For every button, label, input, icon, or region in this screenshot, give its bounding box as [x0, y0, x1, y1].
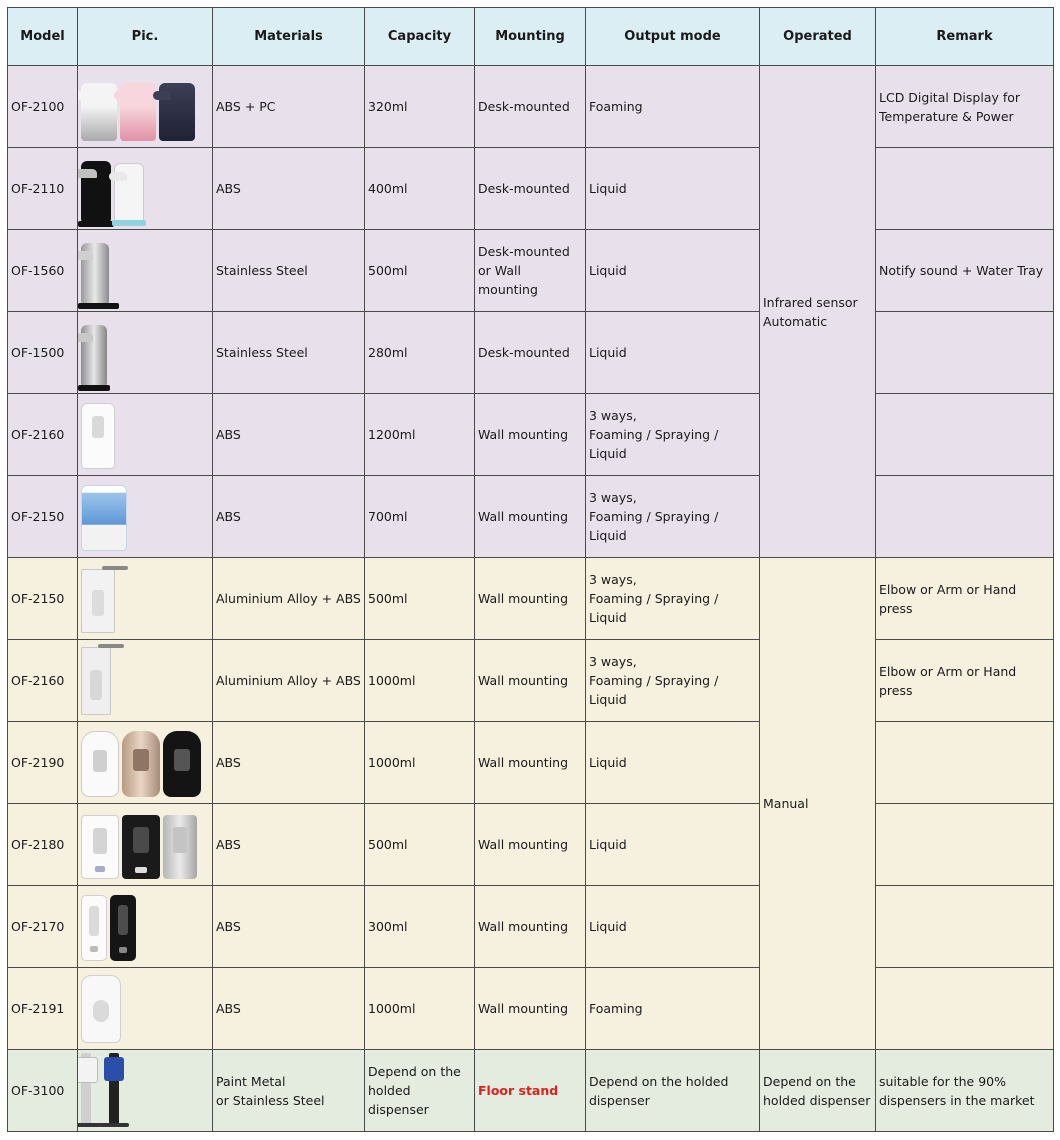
output-mode-cell: Depend on the holded dispenser [586, 1050, 760, 1132]
materials-cell: ABS + PC [213, 66, 365, 148]
output-mode-cell: 3 ways, Foaming / Spraying / Liquid [586, 558, 760, 640]
table-row [8, 1050, 1054, 1132]
capacity-cell: 1200ml [365, 394, 475, 476]
model-cell: OF-2170 [8, 886, 78, 968]
output-mode-cell: Liquid [586, 722, 760, 804]
capacity-cell: 500ml [365, 558, 475, 640]
table-row [8, 148, 1054, 230]
table-row [8, 66, 1054, 148]
remark-cell [876, 804, 1054, 886]
dispenser-navy-image [159, 83, 195, 141]
dispenser-elbow-lever-image [81, 647, 111, 715]
floor-stand-white-image [81, 1053, 91, 1125]
dispenser-white-image [81, 815, 119, 879]
materials-cell: ABS [213, 476, 365, 558]
mounting-cell: Desk-mounted [475, 312, 586, 394]
materials-cell: Aluminium Alloy + ABS [213, 640, 365, 722]
mounting-cell: Wall mounting [475, 558, 586, 640]
header-row [8, 8, 1054, 66]
table-row [8, 640, 1054, 722]
operated-cell-sensor: Infrared sensor Automatic [760, 66, 876, 558]
product-image [78, 230, 213, 312]
remark-cell [876, 886, 1054, 968]
capacity-cell: 400ml [365, 148, 475, 230]
capacity-cell: 1000ml [365, 722, 475, 804]
dispenser-wall-white-image [81, 403, 115, 469]
product-image [78, 312, 213, 394]
product-image [78, 804, 213, 886]
dispenser-pink-image [120, 83, 156, 141]
product-image [78, 394, 213, 476]
model-cell: OF-2160 [8, 394, 78, 476]
product-image [78, 886, 213, 968]
header-pic: Pic. [78, 8, 213, 66]
header-mounting: Mounting [475, 8, 586, 66]
table-row [8, 558, 1054, 640]
remark-cell [876, 312, 1054, 394]
materials-cell: ABS [213, 148, 365, 230]
model-cell: OF-2110 [8, 148, 78, 230]
dispenser-white-image [81, 731, 119, 797]
product-image [78, 558, 213, 640]
operated-cell-manual: Manual [760, 558, 876, 1050]
materials-cell: Stainless Steel [213, 312, 365, 394]
output-mode-cell: Liquid [586, 804, 760, 886]
model-cell: OF-2190 [8, 722, 78, 804]
product-spec-table [7, 7, 1054, 1132]
capacity-cell: 500ml [365, 804, 475, 886]
product-image [78, 1050, 213, 1132]
model-cell: OF-2180 [8, 804, 78, 886]
mounting-cell: Desk-mounted [475, 66, 586, 148]
remark-cell [876, 722, 1054, 804]
remark-cell [876, 394, 1054, 476]
output-mode-cell: 3 ways, Foaming / Spraying / Liquid [586, 476, 760, 558]
capacity-cell: 500ml [365, 230, 475, 312]
model-cell: OF-1560 [8, 230, 78, 312]
remark-cell [876, 476, 1054, 558]
dispenser-black-image [122, 815, 160, 879]
output-mode-cell: Liquid [586, 230, 760, 312]
materials-cell: ABS [213, 722, 365, 804]
header-output-mode: Output mode [586, 8, 760, 66]
materials-cell: Stainless Steel [213, 230, 365, 312]
output-mode-cell: Liquid [586, 312, 760, 394]
table-row [8, 230, 1054, 312]
header-model: Model [8, 8, 78, 66]
model-cell: OF-1500 [8, 312, 78, 394]
model-cell: OF-2100 [8, 66, 78, 148]
dispenser-white-image [81, 895, 107, 961]
product-image [78, 722, 213, 804]
remark-cell: suitable for the 90% dispensers in the market [876, 1050, 1054, 1132]
model-cell: OF-2150 [8, 476, 78, 558]
output-mode-cell: Liquid [586, 148, 760, 230]
mounting-cell: Desk-mounted or Wall mounting [475, 230, 586, 312]
output-mode-cell: Liquid [586, 886, 760, 968]
remark-cell: Notify sound + Water Tray [876, 230, 1054, 312]
model-cell: OF-2191 [8, 968, 78, 1050]
dispenser-black-image [110, 895, 136, 961]
dispenser-white-image [81, 83, 117, 141]
materials-cell: Aluminium Alloy + ABS [213, 558, 365, 640]
header-operated: Operated [760, 8, 876, 66]
mounting-cell: Desk-mounted [475, 148, 586, 230]
product-image [78, 66, 213, 148]
mounting-cell: Wall mounting [475, 394, 586, 476]
table-row [8, 312, 1054, 394]
header-materials: Materials [213, 8, 365, 66]
capacity-cell: 700ml [365, 476, 475, 558]
remark-cell: LCD Digital Display for Temperature & Power [876, 66, 1054, 148]
mounting-cell: Wall mounting [475, 968, 586, 1050]
header-capacity: Capacity [365, 8, 475, 66]
dispenser-steel-image [81, 325, 107, 387]
remark-cell [876, 148, 1054, 230]
output-mode-cell: 3 ways, Foaming / Spraying / Liquid [586, 640, 760, 722]
capacity-cell: 300ml [365, 886, 475, 968]
mounting-cell: Wall mounting [475, 804, 586, 886]
capacity-cell: 1000ml [365, 968, 475, 1050]
table-row [8, 968, 1054, 1050]
mounting-cell: Wall mounting [475, 886, 586, 968]
model-cell: OF-2150 [8, 558, 78, 640]
product-image [78, 640, 213, 722]
mounting-cell: Wall mounting [475, 476, 586, 558]
materials-cell: ABS [213, 804, 365, 886]
output-mode-cell: Foaming [586, 66, 760, 148]
model-cell: OF-2160 [8, 640, 78, 722]
mounting-cell: Wall mounting [475, 640, 586, 722]
table-row [8, 804, 1054, 886]
mounting-cell: Floor stand [475, 1050, 586, 1132]
remark-cell [876, 968, 1054, 1050]
capacity-cell: 280ml [365, 312, 475, 394]
product-image [78, 968, 213, 1050]
table-row [8, 886, 1054, 968]
materials-cell: Paint Metal or Stainless Steel [213, 1050, 365, 1132]
product-image [78, 476, 213, 558]
output-mode-cell: 3 ways, Foaming / Spraying / Liquid [586, 394, 760, 476]
table-row [8, 476, 1054, 558]
remark-cell: Elbow or Arm or Hand press [876, 558, 1054, 640]
dispenser-black-image [163, 731, 201, 797]
dispenser-gold-image [122, 731, 160, 797]
product-image [78, 148, 213, 230]
output-mode-cell: Foaming [586, 968, 760, 1050]
materials-cell: ABS [213, 968, 365, 1050]
dispenser-elbow-lever-image [81, 569, 115, 633]
dispenser-white-image [114, 163, 144, 223]
table-row [8, 722, 1054, 804]
header-remark: Remark [876, 8, 1054, 66]
materials-cell: ABS [213, 394, 365, 476]
dispenser-blue-tank-image [81, 485, 127, 551]
table-row [8, 394, 1054, 476]
dispenser-silver-image [163, 815, 197, 879]
dispenser-white-image [81, 975, 121, 1043]
capacity-cell: 1000ml [365, 640, 475, 722]
mounting-cell: Wall mounting [475, 722, 586, 804]
materials-cell: ABS [213, 886, 365, 968]
dispenser-black-image [81, 161, 111, 223]
capacity-cell: 320ml [365, 66, 475, 148]
dispenser-steel-image [81, 243, 109, 305]
model-cell: OF-3100 [8, 1050, 78, 1132]
operated-cell-stand: Depend on the holded dispenser [760, 1050, 876, 1132]
floor-stand-black-image [109, 1053, 119, 1125]
capacity-cell: Depend on the holded dispenser [365, 1050, 475, 1132]
remark-cell: Elbow or Arm or Hand press [876, 640, 1054, 722]
